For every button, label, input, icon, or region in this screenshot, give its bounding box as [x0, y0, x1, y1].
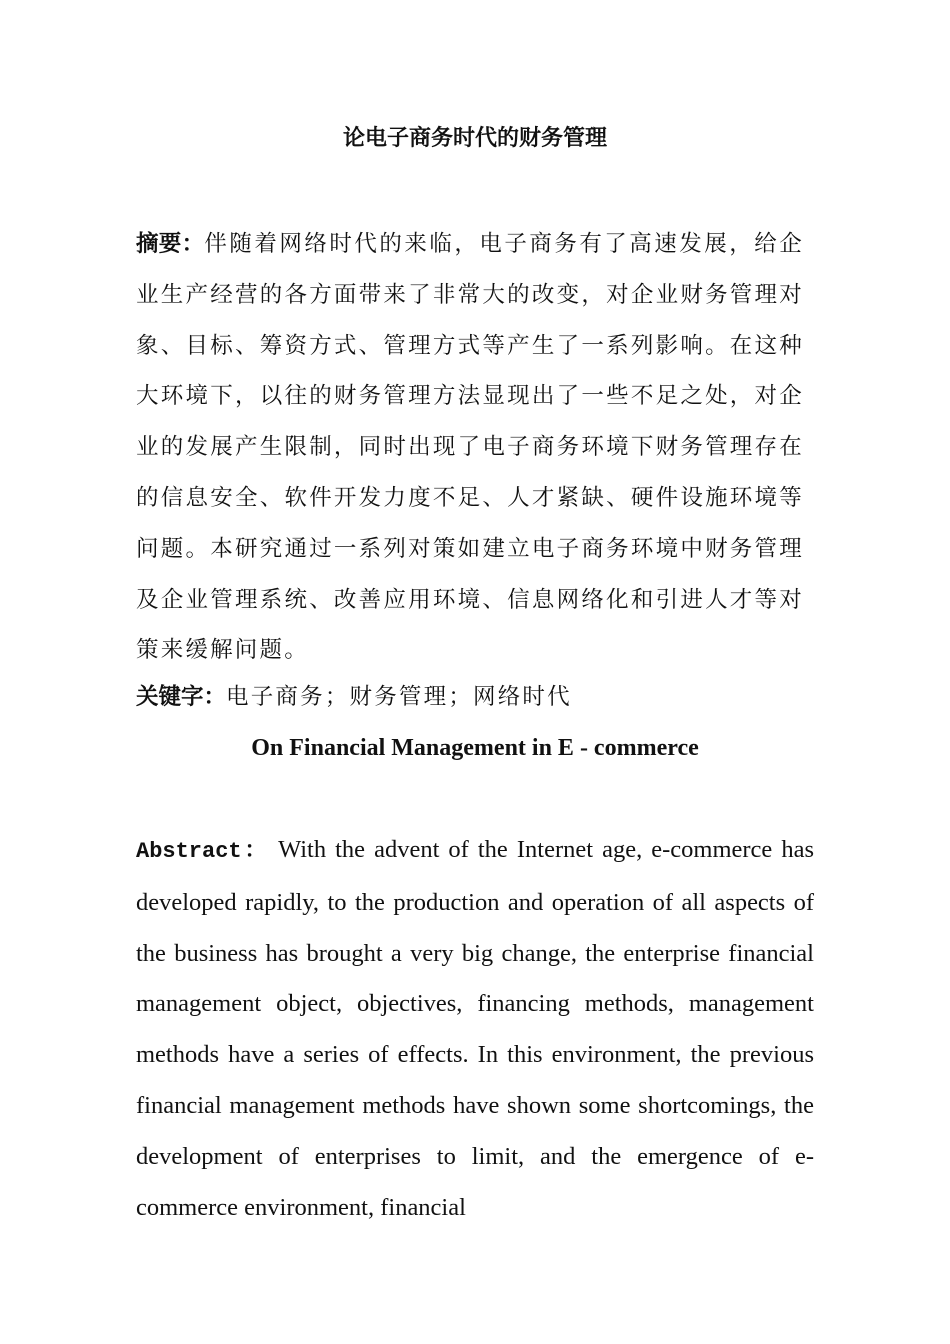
- chinese-keywords: [136, 672, 816, 723]
- english-abstract: [136, 825, 814, 1233]
- english-abstract-text: With the advent of the Internet age, e-commerce has developed rapidly, to the production and operation of all aspects of the business has brought a very big change, the enterprise financial management object, objectives, financing methods, management methods have a series of effects. In this environment, the previous financial management methods have shown some shortcomings, the development of enterprises to limit, and the emergence of e-commerce environment, financial: [136, 836, 814, 1221]
- chinese-abstract-label: 摘要：: [136, 231, 205, 257]
- chinese-title: 论电子商务时代的财务管理: [342, 126, 607, 151]
- english-title: On Financial Management in E - commerce: [251, 735, 699, 761]
- chinese-abstract: [136, 219, 804, 676]
- english-abstract-label: Abstract：: [136, 839, 270, 864]
- chinese-keywords-text: 电子商务；财务管理；网络时代: [226, 684, 572, 710]
- chinese-keywords-label: 关键字：: [136, 684, 227, 710]
- chinese-abstract-text: 伴随着网络时代的来临，电子商务有了高速发展，给企业生产经营的各方面带来了非常大的改变，对企业财务管理对象、目标、筹资方式、管理方式等产生了一系列影响。在这种大环境下，以往的财务管理方法显现出了一些不足之处，对企业的发展产生限制，同时出现了电子商务环境下财务管理存在的信息安全、软件开发力度不足、人才紧缺、硬件设施环境等问题。本研究通过一系列对策如建立电子商务环境中财务管理及企业管理系统、改善应用环境、信息网络化和引进人才等对策来缓解问题。: [136, 231, 804, 664]
